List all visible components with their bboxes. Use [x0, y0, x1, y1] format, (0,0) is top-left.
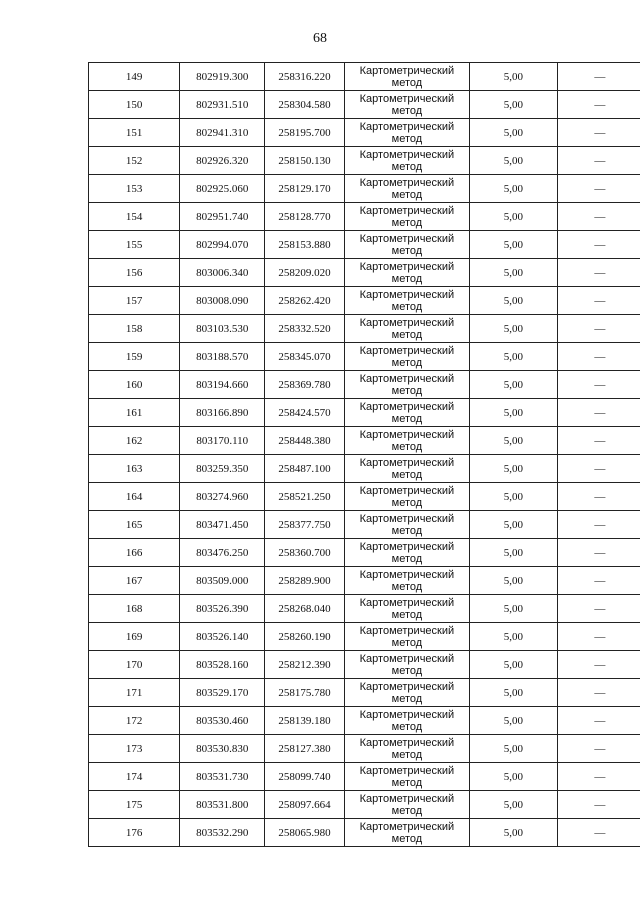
note: —	[557, 63, 640, 91]
point-number: 166	[89, 539, 180, 567]
method	[344, 315, 469, 343]
coordinate-y: 258448.380	[265, 427, 344, 455]
table-row	[89, 175, 640, 203]
method-line-1: Картометрический	[359, 316, 455, 329]
method	[344, 91, 469, 119]
note: —	[557, 623, 640, 651]
coordinates-table	[88, 62, 640, 847]
method-line-2: метод	[391, 356, 423, 369]
point-number: 167	[89, 567, 180, 595]
accuracy: 5,00	[470, 651, 558, 679]
accuracy: 5,00	[470, 175, 558, 203]
coordinate-x: 803509.000	[180, 567, 265, 595]
page-number: 68	[313, 31, 327, 46]
coordinate-x: 803259.350	[180, 455, 265, 483]
method-line-1: Картометрический	[359, 400, 455, 413]
coordinate-y: 258153.880	[265, 231, 344, 259]
note: —	[557, 483, 640, 511]
method-line-2: метод	[391, 272, 423, 285]
coordinate-x: 803528.160	[180, 651, 265, 679]
note: —	[557, 707, 640, 735]
table-row	[89, 679, 640, 707]
method-line-2: метод	[391, 76, 423, 89]
accuracy: 5,00	[470, 735, 558, 763]
coordinate-x: 802931.510	[180, 91, 265, 119]
coordinate-y: 258139.180	[265, 707, 344, 735]
accuracy: 5,00	[470, 567, 558, 595]
accuracy: 5,00	[470, 455, 558, 483]
accuracy: 5,00	[470, 595, 558, 623]
accuracy: 5,00	[470, 427, 558, 455]
method-line-1: Картометрический	[359, 260, 455, 273]
table-row	[89, 287, 640, 315]
method-line-1: Картометрический	[359, 568, 455, 581]
coordinate-y: 258099.740	[265, 763, 344, 791]
coordinate-y: 258065.980	[265, 819, 344, 847]
method-line-1: Картометрический	[359, 456, 455, 469]
table-row	[89, 203, 640, 231]
coordinate-x: 803170.110	[180, 427, 265, 455]
table-row	[89, 623, 640, 651]
note: —	[557, 679, 640, 707]
method	[344, 203, 469, 231]
method-line-2: метод	[391, 720, 423, 733]
accuracy: 5,00	[470, 343, 558, 371]
note: —	[557, 287, 640, 315]
note: —	[557, 371, 640, 399]
point-number: 168	[89, 595, 180, 623]
point-number: 153	[89, 175, 180, 203]
coordinate-y: 258195.700	[265, 119, 344, 147]
method	[344, 539, 469, 567]
coordinate-x: 803471.450	[180, 511, 265, 539]
note: —	[557, 511, 640, 539]
point-number: 155	[89, 231, 180, 259]
coordinate-x: 803476.250	[180, 539, 265, 567]
method-line-1: Картометрический	[359, 484, 455, 497]
coordinate-x: 802951.740	[180, 203, 265, 231]
method-line-2: метод	[391, 216, 423, 229]
coordinate-x: 803531.730	[180, 763, 265, 791]
point-number: 158	[89, 315, 180, 343]
coordinate-y: 258127.380	[265, 735, 344, 763]
coordinate-y: 258332.520	[265, 315, 344, 343]
table-row	[89, 231, 640, 259]
method-line-1: Картометрический	[359, 372, 455, 385]
coordinate-x: 803274.960	[180, 483, 265, 511]
method	[344, 399, 469, 427]
method-line-2: метод	[391, 552, 423, 565]
coordinate-x: 803103.530	[180, 315, 265, 343]
method-line-1: Картометрический	[359, 64, 455, 77]
point-number: 169	[89, 623, 180, 651]
coordinate-y: 258260.190	[265, 623, 344, 651]
method-line-1: Картометрический	[359, 120, 455, 133]
method-line-2: метод	[391, 300, 423, 313]
method-line-1: Картометрический	[359, 288, 455, 301]
coordinate-x: 803526.390	[180, 595, 265, 623]
coordinate-x: 802926.320	[180, 147, 265, 175]
method-line-2: метод	[391, 692, 423, 705]
coordinate-y: 258424.570	[265, 399, 344, 427]
point-number: 156	[89, 259, 180, 287]
coordinate-y: 258369.780	[265, 371, 344, 399]
accuracy: 5,00	[470, 371, 558, 399]
point-number: 149	[89, 63, 180, 91]
method	[344, 511, 469, 539]
point-number: 165	[89, 511, 180, 539]
table-row	[89, 539, 640, 567]
coordinate-y: 258268.040	[265, 595, 344, 623]
table-row	[89, 595, 640, 623]
table-row	[89, 567, 640, 595]
coordinate-x: 802925.060	[180, 175, 265, 203]
coordinate-x: 803530.830	[180, 735, 265, 763]
point-number: 161	[89, 399, 180, 427]
note: —	[557, 315, 640, 343]
method	[344, 259, 469, 287]
accuracy: 5,00	[470, 679, 558, 707]
table-row	[89, 91, 640, 119]
accuracy: 5,00	[470, 63, 558, 91]
point-number: 164	[89, 483, 180, 511]
method	[344, 651, 469, 679]
method	[344, 287, 469, 315]
coordinate-y: 258097.664	[265, 791, 344, 819]
accuracy: 5,00	[470, 763, 558, 791]
note: —	[557, 735, 640, 763]
method-line-1: Картометрический	[359, 92, 455, 105]
table-row	[89, 455, 640, 483]
method	[344, 483, 469, 511]
table-row	[89, 63, 640, 91]
accuracy: 5,00	[470, 623, 558, 651]
coordinate-x: 803532.290	[180, 819, 265, 847]
method-line-1: Картометрический	[359, 764, 455, 777]
coordinate-y: 258129.170	[265, 175, 344, 203]
table-row	[89, 119, 640, 147]
accuracy: 5,00	[470, 511, 558, 539]
coordinate-y: 258128.770	[265, 203, 344, 231]
method-line-2: метод	[391, 468, 423, 481]
method	[344, 231, 469, 259]
table-row	[89, 707, 640, 735]
method-line-2: метод	[391, 188, 423, 201]
method-line-1: Картометрический	[359, 708, 455, 721]
method-line-1: Картометрический	[359, 148, 455, 161]
coordinate-y: 258175.780	[265, 679, 344, 707]
method-line-1: Картометрический	[359, 344, 455, 357]
coordinate-y: 258316.220	[265, 63, 344, 91]
coordinate-x: 803188.570	[180, 343, 265, 371]
method-line-1: Картометрический	[359, 512, 455, 525]
note: —	[557, 175, 640, 203]
coordinate-x: 803530.460	[180, 707, 265, 735]
method-line-1: Картометрический	[359, 232, 455, 245]
accuracy: 5,00	[470, 147, 558, 175]
coordinate-x: 803008.090	[180, 287, 265, 315]
coordinate-y: 258209.020	[265, 259, 344, 287]
method	[344, 595, 469, 623]
coordinate-y: 258304.580	[265, 91, 344, 119]
point-number: 160	[89, 371, 180, 399]
method	[344, 791, 469, 819]
coordinate-y: 258289.900	[265, 567, 344, 595]
note: —	[557, 91, 640, 119]
method-line-2: метод	[391, 412, 423, 425]
table-body	[89, 63, 640, 847]
coordinate-x: 802941.310	[180, 119, 265, 147]
note: —	[557, 567, 640, 595]
coordinate-y: 258345.070	[265, 343, 344, 371]
note: —	[557, 119, 640, 147]
point-number: 157	[89, 287, 180, 315]
method-line-2: метод	[391, 580, 423, 593]
coordinate-x: 802994.070	[180, 231, 265, 259]
method-line-2: метод	[391, 104, 423, 117]
coordinate-y: 258150.130	[265, 147, 344, 175]
coordinate-x: 803526.140	[180, 623, 265, 651]
method	[344, 679, 469, 707]
method-line-1: Картометрический	[359, 680, 455, 693]
table-row	[89, 511, 640, 539]
method-line-1: Картометрический	[359, 624, 455, 637]
coordinate-y: 258262.420	[265, 287, 344, 315]
table-row	[89, 371, 640, 399]
note: —	[557, 763, 640, 791]
method	[344, 735, 469, 763]
method-line-2: метод	[391, 748, 423, 761]
table-row	[89, 343, 640, 371]
accuracy: 5,00	[470, 119, 558, 147]
point-number: 159	[89, 343, 180, 371]
point-number: 171	[89, 679, 180, 707]
coordinate-y: 258212.390	[265, 651, 344, 679]
accuracy: 5,00	[470, 315, 558, 343]
method-line-1: Картометрический	[359, 428, 455, 441]
table-row	[89, 483, 640, 511]
coordinate-y: 258377.750	[265, 511, 344, 539]
accuracy: 5,00	[470, 91, 558, 119]
method-line-2: метод	[391, 608, 423, 621]
note: —	[557, 259, 640, 287]
table-row	[89, 651, 640, 679]
accuracy: 5,00	[470, 791, 558, 819]
coordinate-x: 802919.300	[180, 63, 265, 91]
coordinate-y: 258521.250	[265, 483, 344, 511]
accuracy: 5,00	[470, 707, 558, 735]
method-line-2: метод	[391, 328, 423, 341]
note: —	[557, 147, 640, 175]
note: —	[557, 399, 640, 427]
method-line-1: Картометрический	[359, 540, 455, 553]
table-row	[89, 819, 640, 847]
method-line-1: Картометрический	[359, 820, 455, 833]
coordinate-x: 803194.660	[180, 371, 265, 399]
point-number: 163	[89, 455, 180, 483]
method-line-2: метод	[391, 664, 423, 677]
coordinate-x: 803166.890	[180, 399, 265, 427]
note: —	[557, 427, 640, 455]
table-row	[89, 315, 640, 343]
note: —	[557, 343, 640, 371]
method-line-2: метод	[391, 524, 423, 537]
table-row	[89, 735, 640, 763]
method-line-2: метод	[391, 776, 423, 789]
point-number: 170	[89, 651, 180, 679]
point-number: 152	[89, 147, 180, 175]
method	[344, 119, 469, 147]
point-number: 150	[89, 91, 180, 119]
method-line-2: метод	[391, 496, 423, 509]
note: —	[557, 595, 640, 623]
method	[344, 175, 469, 203]
table-row	[89, 763, 640, 791]
method-line-2: метод	[391, 440, 423, 453]
point-number: 176	[89, 819, 180, 847]
method-line-2: метод	[391, 160, 423, 173]
method	[344, 623, 469, 651]
method-line-1: Картометрический	[359, 652, 455, 665]
point-number: 175	[89, 791, 180, 819]
table-row	[89, 259, 640, 287]
method-line-2: метод	[391, 384, 423, 397]
note: —	[557, 791, 640, 819]
accuracy: 5,00	[470, 203, 558, 231]
method-line-1: Картометрический	[359, 204, 455, 217]
method-line-2: метод	[391, 832, 423, 845]
accuracy: 5,00	[470, 539, 558, 567]
method	[344, 707, 469, 735]
method	[344, 567, 469, 595]
accuracy: 5,00	[470, 259, 558, 287]
point-number: 172	[89, 707, 180, 735]
method	[344, 343, 469, 371]
note: —	[557, 455, 640, 483]
method	[344, 427, 469, 455]
accuracy: 5,00	[470, 483, 558, 511]
coordinate-y: 258360.700	[265, 539, 344, 567]
coordinate-x: 803529.170	[180, 679, 265, 707]
method	[344, 763, 469, 791]
accuracy: 5,00	[470, 819, 558, 847]
point-number: 162	[89, 427, 180, 455]
method	[344, 147, 469, 175]
method	[344, 63, 469, 91]
method-line-1: Картометрический	[359, 596, 455, 609]
method	[344, 819, 469, 847]
method-line-2: метод	[391, 244, 423, 257]
accuracy: 5,00	[470, 287, 558, 315]
table-row	[89, 791, 640, 819]
table-row	[89, 399, 640, 427]
method-line-1: Картометрический	[359, 792, 455, 805]
method-line-1: Картометрический	[359, 176, 455, 189]
table-row	[89, 147, 640, 175]
coordinate-x: 803006.340	[180, 259, 265, 287]
note: —	[557, 231, 640, 259]
method-line-2: метод	[391, 804, 423, 817]
method-line-2: метод	[391, 636, 423, 649]
note: —	[557, 651, 640, 679]
point-number: 154	[89, 203, 180, 231]
method	[344, 455, 469, 483]
point-number: 174	[89, 763, 180, 791]
note: —	[557, 539, 640, 567]
note: —	[557, 819, 640, 847]
accuracy: 5,00	[470, 399, 558, 427]
accuracy: 5,00	[470, 231, 558, 259]
point-number: 173	[89, 735, 180, 763]
method-line-1: Картометрический	[359, 736, 455, 749]
method-line-2: метод	[391, 132, 423, 145]
table-row	[89, 427, 640, 455]
method	[344, 371, 469, 399]
coordinate-y: 258487.100	[265, 455, 344, 483]
coordinate-x: 803531.800	[180, 791, 265, 819]
point-number: 151	[89, 119, 180, 147]
note: —	[557, 203, 640, 231]
